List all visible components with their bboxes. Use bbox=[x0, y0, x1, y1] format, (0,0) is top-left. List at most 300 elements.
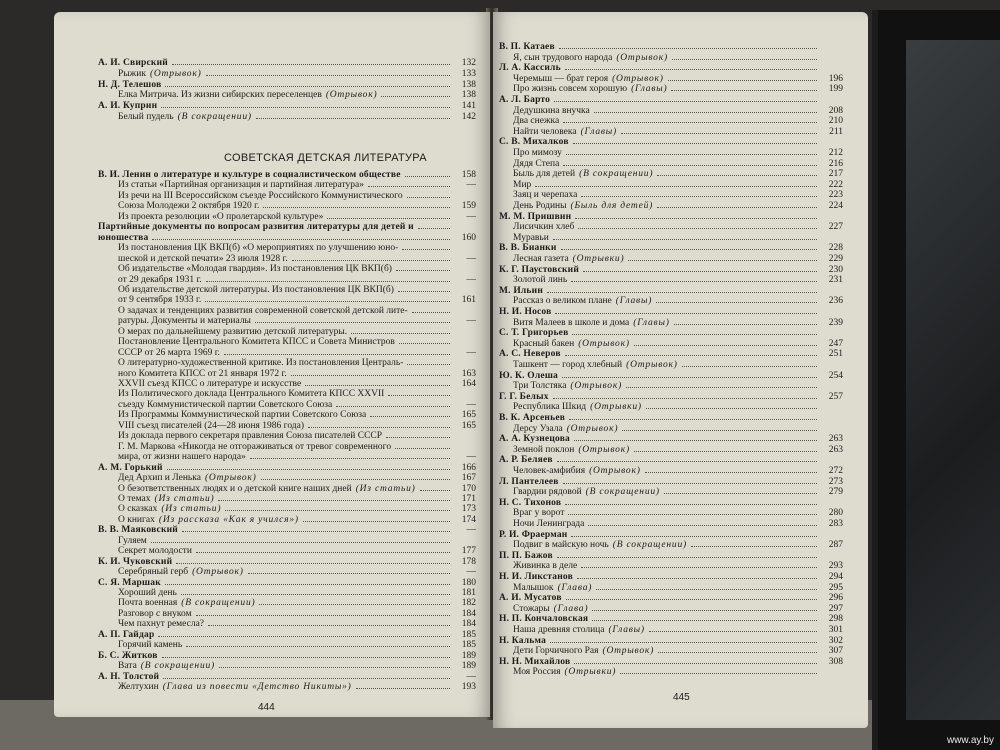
toc-title: Быль для детей bbox=[513, 169, 576, 180]
toc-author-row bbox=[98, 672, 476, 683]
toc-author: Ю. К. Олеша bbox=[499, 370, 558, 381]
toc-title: Найти человека bbox=[513, 126, 577, 137]
dot-leader bbox=[577, 578, 817, 579]
toc-title-row bbox=[118, 112, 476, 123]
toc-page-number: 173 bbox=[461, 504, 476, 515]
toc-page-number: 161 bbox=[461, 295, 476, 306]
toc-author: А. М. Горький bbox=[98, 462, 163, 473]
toc-title: Из постановления ЦК ВКП(б) «О мероприятиях по улучшению юно- bbox=[118, 243, 399, 254]
toc-title: Из проекта резолюции «О пролетарской культуре» bbox=[118, 211, 324, 222]
dot-leader bbox=[553, 239, 817, 240]
toc-note: (В сокращении) bbox=[181, 598, 256, 609]
toc-title: Об издательстве детской литературы. Из постановления ЦК ВКП(б) bbox=[118, 284, 394, 295]
toc-title: Разговор с внуком bbox=[118, 608, 192, 619]
toc-title-row bbox=[513, 318, 843, 329]
toc-title: Секрет молодости bbox=[118, 546, 192, 557]
dot-leader bbox=[565, 355, 817, 356]
toc-page-number: 165 bbox=[461, 420, 476, 431]
toc-title: Дети Горчичного Рая bbox=[513, 646, 599, 657]
toc-page-number: 217 bbox=[828, 169, 843, 180]
dot-leader bbox=[396, 270, 450, 271]
toc-title: шеской и детской печати» 23 июля 1928 г. bbox=[118, 253, 288, 264]
toc-author-row bbox=[499, 286, 843, 297]
toc-title: Человек-амфибия bbox=[513, 466, 586, 476]
toc-page-number: 229 bbox=[828, 254, 843, 264]
toc-title: День Родины bbox=[513, 201, 567, 211]
dot-leader bbox=[645, 472, 817, 473]
dot-leader bbox=[225, 510, 450, 511]
toc-note: (В сокращении) bbox=[612, 540, 687, 551]
toc-title-row bbox=[118, 431, 476, 442]
toc-author-row bbox=[499, 498, 843, 509]
toc-title-row bbox=[118, 682, 476, 693]
toc-title-row bbox=[118, 275, 476, 286]
toc-title-row bbox=[513, 233, 843, 244]
toc-author: А. С. Неверов bbox=[499, 349, 561, 360]
dot-leader bbox=[563, 122, 817, 123]
toc-title: Лесная газета bbox=[513, 254, 569, 264]
toc-author: С. Т. Григорьев bbox=[499, 328, 569, 339]
toc-page-number: 138 bbox=[461, 90, 476, 101]
dot-leader bbox=[550, 642, 817, 643]
dot-leader bbox=[412, 312, 450, 313]
toc-title: Рыжик bbox=[118, 68, 146, 79]
dot-leader bbox=[572, 334, 817, 335]
left-page bbox=[54, 12, 490, 717]
toc-title-row bbox=[118, 69, 476, 80]
toc-note: (Быль для детей) bbox=[570, 201, 654, 211]
toc-title: Золотой линь bbox=[513, 275, 568, 286]
toc-title-row bbox=[118, 264, 476, 275]
toc-author-row bbox=[98, 101, 476, 112]
toc-page-number: 196 bbox=[828, 73, 843, 84]
toc-title: Моя Россия bbox=[513, 667, 561, 678]
dot-leader bbox=[161, 107, 450, 108]
dot-leader bbox=[250, 458, 450, 459]
toc-author: Н. Н. Михайлов bbox=[499, 656, 571, 667]
toc-page-number: 180 bbox=[461, 577, 476, 588]
toc-page-number: 141 bbox=[461, 101, 476, 112]
dot-leader bbox=[388, 395, 450, 396]
toc-page-number: 158 bbox=[461, 170, 476, 180]
dot-leader bbox=[581, 196, 817, 197]
toc-page-number: 165 bbox=[461, 410, 476, 421]
dot-leader bbox=[176, 563, 450, 564]
toc-title-row bbox=[118, 254, 476, 265]
toc-note: (Отрывки) bbox=[572, 254, 625, 264]
dot-leader bbox=[674, 324, 817, 325]
toc-note: (Из рассказа «Как я учился») bbox=[158, 514, 299, 525]
toc-page-number: 230 bbox=[828, 264, 843, 275]
dot-leader bbox=[578, 228, 817, 229]
toc-title: Про мимозу bbox=[513, 148, 562, 158]
toc-title: Заяц и черепаха bbox=[513, 190, 578, 201]
toc-title-row bbox=[118, 546, 476, 557]
toc-author: Н. Кальма bbox=[499, 635, 547, 646]
toc-title-row bbox=[118, 180, 476, 191]
toc-title: Республика Шкид bbox=[513, 402, 587, 413]
toc-title: Про жизнь совсем хорошую bbox=[513, 84, 628, 95]
toc-author-row bbox=[499, 212, 843, 223]
toc-title-row bbox=[118, 567, 476, 578]
dot-leader bbox=[571, 536, 817, 537]
toc-page-number: 236 bbox=[828, 296, 843, 307]
toc-author: К. Г. Паустовский bbox=[499, 264, 580, 275]
toc-title-row bbox=[513, 360, 843, 371]
toc-title-row bbox=[118, 201, 476, 212]
toc-author-row bbox=[499, 42, 843, 53]
toc-title-row bbox=[513, 180, 843, 191]
toc-page-number: 283 bbox=[828, 519, 843, 529]
toc-title-row bbox=[118, 243, 476, 254]
toc-title-row bbox=[118, 358, 476, 369]
toc-note: (Отрывки) bbox=[590, 402, 642, 413]
toc-title-row bbox=[513, 275, 843, 286]
right-page bbox=[493, 12, 868, 728]
toc-author: В. П. Катаев bbox=[499, 42, 555, 52]
dot-leader bbox=[594, 112, 817, 113]
toc-page-number: 181 bbox=[461, 588, 476, 598]
dot-leader bbox=[218, 500, 450, 501]
toc-page-number: 184 bbox=[461, 608, 476, 619]
toc-author: Б. С. Житков bbox=[98, 650, 158, 661]
toc-author: А. Н. Толстой bbox=[98, 671, 160, 682]
toc-author-row bbox=[499, 95, 843, 106]
toc-author: А. П. Гайдар bbox=[98, 629, 155, 640]
dot-leader bbox=[574, 440, 817, 441]
toc-title: О темах bbox=[118, 493, 151, 504]
toc-title: Мир bbox=[513, 179, 532, 190]
toc-title-row bbox=[513, 466, 843, 477]
dot-leader bbox=[206, 75, 450, 76]
dot-leader bbox=[182, 531, 450, 532]
dot-leader bbox=[158, 636, 450, 637]
toc-author-row bbox=[499, 636, 843, 647]
dot-leader bbox=[672, 59, 817, 60]
toc-note: (Отрывок) bbox=[325, 90, 378, 101]
toc-title: Дедушкина внучка bbox=[513, 105, 590, 116]
toc-page-number: 251 bbox=[828, 349, 843, 360]
toc-note: (Отрывок) bbox=[602, 646, 655, 657]
toc-title-row bbox=[513, 84, 843, 95]
toc-page-number: — bbox=[466, 567, 476, 578]
toc-page-number: 293 bbox=[828, 561, 843, 572]
toc-author: Н. И. Ликстанов bbox=[499, 572, 573, 582]
dot-leader bbox=[565, 69, 817, 70]
dot-leader bbox=[563, 483, 817, 484]
toc-title: Живинка в деле bbox=[513, 561, 578, 572]
toc-title: Черемыш — брат героя bbox=[513, 73, 609, 84]
toc-page-number: 185 bbox=[461, 640, 476, 651]
dot-leader bbox=[634, 451, 817, 452]
dot-leader bbox=[308, 427, 450, 428]
toc-author: А. И. Мусатов bbox=[499, 593, 562, 604]
toc-title-row bbox=[118, 295, 476, 306]
toc-title: Из доклада первого секретаря правления Союза писателей СССР bbox=[118, 431, 383, 442]
toc-title: Витя Малеев в школе и дома bbox=[513, 317, 630, 328]
dot-leader bbox=[682, 366, 817, 367]
toc-title: ратуры. Документы и материалы bbox=[118, 316, 251, 327]
toc-title-row bbox=[118, 536, 476, 547]
toc-title-row bbox=[513, 159, 843, 170]
picture-frame bbox=[872, 10, 1000, 750]
toc-page-number: 231 bbox=[828, 275, 843, 286]
toc-page-number: 210 bbox=[828, 116, 843, 127]
toc-page-number: 263 bbox=[828, 434, 843, 445]
toc-page-number: — bbox=[466, 671, 476, 682]
toc-author-row bbox=[499, 614, 843, 625]
toc-author-row bbox=[98, 80, 476, 91]
dot-leader bbox=[581, 567, 817, 568]
dot-leader bbox=[575, 218, 817, 219]
toc-page-number: — bbox=[466, 452, 476, 463]
toc-author-row bbox=[98, 58, 476, 69]
toc-title: Горячий камень bbox=[118, 640, 183, 651]
toc-note: (Отрывок) bbox=[616, 52, 668, 63]
toc-author-row bbox=[499, 455, 843, 466]
dot-leader bbox=[386, 437, 450, 438]
toc-note: (Отрывок) bbox=[578, 444, 630, 455]
toc-title-row bbox=[118, 348, 476, 359]
toc-title-row bbox=[513, 254, 843, 265]
toc-title: О безответственных людях и о детской книге наших дней bbox=[118, 483, 352, 494]
toc-page-number: 301 bbox=[828, 625, 843, 635]
toc-page-number: — bbox=[466, 316, 476, 327]
dot-leader bbox=[291, 375, 450, 376]
toc-page-number: — bbox=[466, 274, 476, 285]
toc-note: (Отрывок) bbox=[192, 567, 244, 578]
dot-leader bbox=[165, 584, 450, 585]
toc-note: (Отрывок) bbox=[578, 338, 630, 349]
toc-title-row bbox=[513, 106, 843, 117]
toc-page-number: 302 bbox=[828, 635, 843, 646]
toc-author: А. И. Свирский bbox=[98, 58, 168, 68]
dot-leader bbox=[336, 406, 450, 407]
dot-leader bbox=[535, 186, 817, 187]
toc-title-row bbox=[118, 389, 476, 400]
dot-leader bbox=[420, 490, 450, 491]
dot-leader bbox=[181, 594, 450, 595]
toc-author-row bbox=[499, 657, 843, 668]
toc-title: Из Программы Коммунистической партии Советского Союза bbox=[118, 410, 367, 421]
toc-title-row bbox=[118, 442, 476, 453]
toc-title: Ночи Ленинграда bbox=[513, 519, 585, 529]
dot-leader bbox=[557, 557, 817, 558]
toc-title-row bbox=[118, 337, 476, 348]
dot-leader bbox=[596, 589, 817, 590]
dot-leader bbox=[368, 186, 450, 187]
dot-leader bbox=[186, 646, 450, 647]
toc-page-number: 142 bbox=[461, 112, 476, 122]
toc-title-row bbox=[118, 661, 476, 672]
toc-author: К. И. Чуковский bbox=[98, 556, 173, 567]
dot-leader bbox=[561, 249, 818, 250]
toc-author: Н. Д. Телешов bbox=[98, 79, 162, 90]
toc-page-number: 170 bbox=[461, 483, 476, 494]
toc-title: Три Толстяка bbox=[513, 381, 567, 392]
toc-author-row bbox=[499, 572, 843, 583]
dot-leader bbox=[588, 525, 817, 526]
toc-page-number: 272 bbox=[828, 466, 843, 476]
dot-leader bbox=[165, 86, 450, 87]
toc-note: (Отрывок) bbox=[612, 73, 664, 84]
dot-leader bbox=[206, 281, 450, 282]
toc-title: Рассказ о великом плане bbox=[513, 296, 612, 307]
toc-title-row bbox=[513, 201, 843, 212]
toc-page-number: 298 bbox=[828, 614, 843, 625]
toc-note: (В сокращении) bbox=[140, 661, 216, 672]
toc-title-row bbox=[513, 561, 843, 572]
toc-author-row bbox=[98, 578, 476, 589]
toc-author-row bbox=[499, 243, 843, 254]
toc-page-number: 280 bbox=[828, 508, 843, 519]
toc-page-number: 163 bbox=[461, 368, 476, 379]
toc-title-row bbox=[118, 90, 476, 101]
toc-title: СССР от 26 марта 1969 г. bbox=[118, 347, 220, 358]
toc-title-row bbox=[513, 445, 843, 456]
toc-author: Г. Г. Белых bbox=[499, 391, 549, 402]
toc-title-row bbox=[513, 53, 843, 64]
toc-title: съезду Коммунистической партии Советского Союза bbox=[118, 399, 333, 410]
toc-title: Стожары bbox=[513, 603, 550, 614]
toc-title: О сказках bbox=[118, 504, 158, 515]
toc-page-number: 189 bbox=[461, 650, 476, 661]
toc-title: Я, сын трудового народа bbox=[513, 52, 613, 63]
toc-title: Ташкент — город хлебный bbox=[513, 360, 623, 370]
page-number-left: 444 bbox=[258, 702, 275, 713]
toc-author: В. В. Бианки bbox=[499, 243, 557, 254]
toc-author-row bbox=[499, 477, 843, 488]
toc-title: Желтухин bbox=[118, 682, 159, 693]
dot-leader bbox=[402, 249, 450, 250]
toc-author: В. И. Ленин о литературе и культуре в социалистическом обществе bbox=[98, 170, 401, 180]
dot-leader bbox=[399, 343, 450, 344]
toc-title: Об издательстве «Молодая гвардия». Из постановления ЦК ВКП(б) bbox=[118, 264, 392, 275]
toc-author-row bbox=[499, 530, 843, 541]
toc-page-number: 132 bbox=[461, 58, 476, 68]
toc-page-number: 227 bbox=[828, 222, 843, 233]
toc-title: Серебряный герб bbox=[118, 567, 189, 578]
dot-leader bbox=[568, 514, 817, 515]
toc-title-row bbox=[513, 296, 843, 307]
toc-author-row bbox=[499, 265, 843, 276]
toc-page-number: — bbox=[466, 211, 476, 222]
toc-page-number: 294 bbox=[828, 572, 843, 582]
toc-note: (Глава) bbox=[557, 582, 593, 593]
dot-leader bbox=[305, 385, 450, 386]
dot-leader bbox=[571, 281, 817, 282]
toc-title: Муравьи bbox=[513, 232, 549, 243]
toc-author: В. В. Маяковский bbox=[98, 525, 178, 536]
dot-leader bbox=[622, 430, 817, 431]
dot-leader bbox=[208, 625, 450, 626]
toc-note: (Главы) bbox=[615, 296, 653, 307]
toc-title-row bbox=[118, 379, 476, 390]
dot-leader bbox=[219, 667, 450, 668]
dot-leader bbox=[205, 301, 450, 302]
dot-leader bbox=[573, 143, 817, 144]
toc-title-row bbox=[513, 646, 843, 657]
dot-leader bbox=[559, 48, 817, 49]
toc-title: Земной поклон bbox=[513, 444, 575, 455]
toc-title: Два снежка bbox=[513, 116, 560, 127]
dot-leader bbox=[656, 302, 817, 303]
toc-author: В. К. Арсеньев bbox=[499, 413, 566, 423]
toc-page-number: 193 bbox=[461, 682, 476, 693]
toc-note: (Отрывок) bbox=[589, 466, 641, 476]
toc-title: Из речи на III Всероссийском съезде Российского Коммунистического bbox=[118, 190, 403, 201]
toc-page-number: 138 bbox=[461, 79, 476, 90]
toc-author: А. А. Кузнецова bbox=[499, 434, 570, 445]
toc-title-row bbox=[513, 190, 843, 201]
toc-title-row bbox=[118, 619, 476, 630]
dot-leader bbox=[634, 345, 817, 346]
toc-author: С. В. Михалков bbox=[499, 137, 569, 148]
toc-author-row bbox=[499, 551, 843, 562]
toc-page-number: 297 bbox=[828, 603, 843, 614]
dot-leader bbox=[671, 90, 817, 91]
dot-leader bbox=[574, 663, 817, 664]
toc-note: (В сокращении) bbox=[579, 169, 654, 180]
toc-author: Л. А. Кассиль bbox=[499, 63, 561, 74]
toc-title: Вата bbox=[118, 661, 137, 672]
dot-leader bbox=[668, 80, 817, 81]
toc-note: (В сокращении) bbox=[177, 112, 252, 122]
section-heading: СОВЕТСКАЯ ДЕТСКАЯ ЛИТЕРАТУРА bbox=[224, 152, 427, 164]
toc-page-number: 164 bbox=[461, 379, 476, 389]
toc-title-row bbox=[513, 127, 843, 138]
toc-author: П. П. Бажов bbox=[499, 550, 553, 561]
toc-page-number: 184 bbox=[461, 619, 476, 630]
toc-author-row bbox=[499, 137, 843, 148]
toc-author-row bbox=[499, 413, 843, 424]
toc-title-row bbox=[513, 116, 843, 127]
toc-author-row bbox=[98, 222, 476, 233]
dot-leader bbox=[351, 333, 450, 334]
dot-leader bbox=[418, 228, 450, 229]
dot-leader bbox=[691, 546, 817, 547]
toc-note: (Главы) bbox=[608, 625, 645, 635]
toc-note: (Главы) bbox=[580, 126, 617, 137]
toc-note: (Отрывок) bbox=[149, 68, 202, 79]
toc-title-row bbox=[513, 169, 843, 180]
toc-title-row bbox=[513, 424, 843, 435]
toc-page-number: 171 bbox=[461, 493, 476, 504]
toc-title-row bbox=[513, 508, 843, 519]
toc-author: Н. П. Кончаловская bbox=[499, 614, 589, 625]
toc-author: А. И. Куприн bbox=[98, 101, 158, 112]
dot-leader bbox=[554, 101, 817, 102]
toc-title: Дядя Степа bbox=[513, 158, 560, 169]
toc-page-number: 257 bbox=[828, 391, 843, 402]
toc-title-row bbox=[118, 504, 476, 515]
toc-title: Из Политического доклада Центрального Комитета КПСС XXVII bbox=[118, 389, 385, 400]
toc-title: О книгах bbox=[118, 514, 155, 525]
toc-author: М. М. Пришвин bbox=[499, 211, 572, 222]
toc-author: А. Р. Беляев bbox=[499, 455, 553, 466]
dot-leader bbox=[327, 218, 450, 219]
dot-leader bbox=[628, 260, 817, 261]
toc-title-row bbox=[118, 609, 476, 620]
toc-title: О задачах и тенденциях развития современной советской детской лите- bbox=[118, 305, 408, 316]
toc-title-row bbox=[513, 148, 843, 159]
toc-note: (Глава из повести «Детство Никиты») bbox=[162, 682, 352, 693]
dot-leader bbox=[566, 154, 817, 155]
toc-author-row bbox=[98, 525, 476, 536]
toc-title: Наша древняя столица bbox=[513, 625, 605, 635]
toc-page-number: 185 bbox=[461, 629, 476, 640]
toc-title-row bbox=[118, 598, 476, 609]
